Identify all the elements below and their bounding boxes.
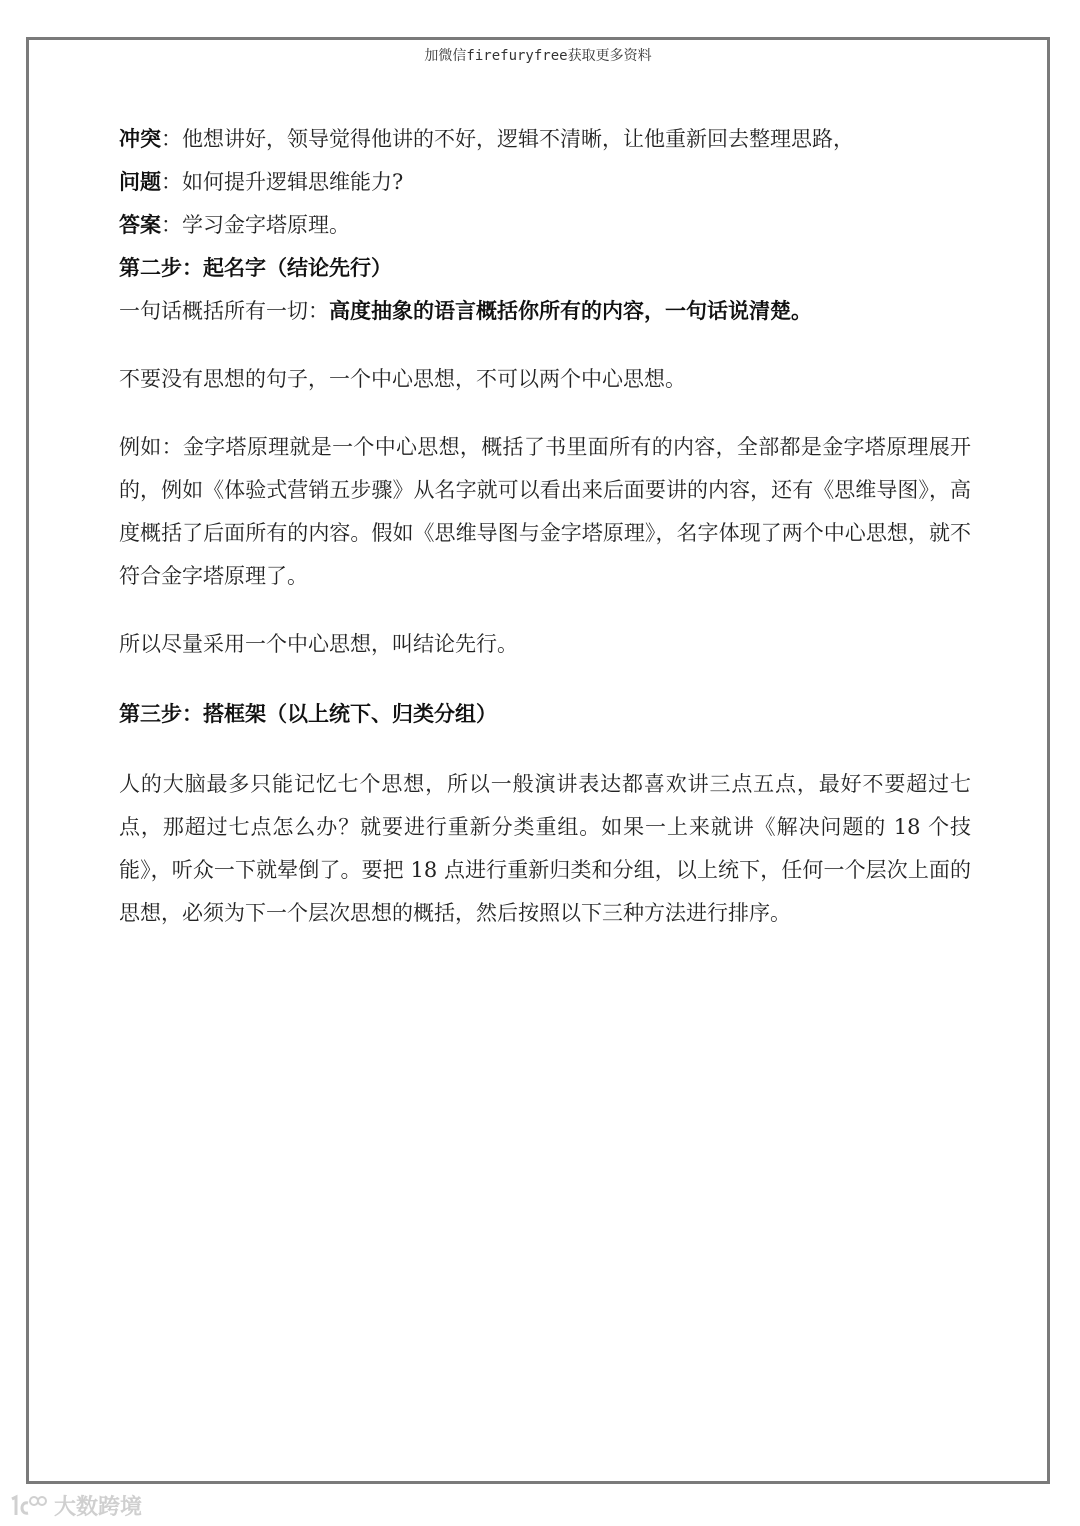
answer-paragraph (119, 204, 971, 247)
conflict-text: ：他想讲好，领导觉得他讲的不好，逻辑不清晰，让他重新回去整理思路， (161, 127, 854, 151)
spacer (119, 401, 971, 426)
answer-text: ：学习金字塔原理。 (161, 213, 350, 237)
spacer (119, 736, 971, 763)
spacer (119, 666, 971, 693)
header-note: 加微信firefuryfree获取更多资料 (424, 48, 652, 64)
step2-summary-bold: 高度抽象的语言概括你所有的内容，一句话说清楚。 (329, 299, 812, 323)
step2-paragraph-1: 不要没有思想的句子，一个中心思想，不可以两个中心思想。 (119, 367, 686, 391)
step2-summary-lead: 一句话概括所有一切： (119, 299, 329, 323)
step2-paragraph-3: 所以尽量采用一个中心思想，叫结论先行。 (119, 632, 518, 656)
question-label: 问题 (119, 170, 161, 194)
step2-paragraph-2: 例如：金字塔原理就是一个中心思想，概括了书里面所有的内容，全部都是金字塔原理展开的，例如《体验式营销五步骤》从名字就可以看出来后面要讲的内容，还有《思维导图》，高度概括了后面所有的内容。假如《思维导图与金字塔原理》，名字体现了两个中心思想，就不符合金字塔原理了。 (119, 435, 971, 588)
step3-paragraph-1: 人的大脑最多只能记忆七个思想，所以一般演讲表达都喜欢讲三点五点，最好不要超过七点，那超过七点怎么办？就要进行重新分类重组。如果一上来就讲《解决问题的 18 个技能》，听众一下就晕倒了。要把 18 点进行重新归类和分组，以上统下，任何一个层次上面的思想，必须为下一个层次思想的概括，然后按照以下三种方法进行排序。 (119, 772, 971, 925)
question-paragraph (119, 161, 971, 204)
step3-heading: 第三步：搭框架（以上统下、归类分组） (119, 702, 497, 726)
page-content (119, 118, 971, 935)
conflict-label: 冲突 (119, 127, 161, 151)
step2-heading: 第二步：起名字（结论先行） (119, 256, 392, 280)
watermark (8, 1490, 142, 1521)
question-text: ：如何提升逻辑思维能力? (161, 170, 404, 194)
1000-logo-icon (8, 1493, 48, 1519)
spacer (119, 598, 971, 623)
document-page (26, 37, 1050, 1484)
watermark-text: 大数跨境 (54, 1495, 143, 1520)
spacer (119, 333, 971, 358)
step2-summary (119, 290, 971, 333)
answer-label: 答案 (119, 213, 161, 237)
conflict-paragraph (119, 118, 971, 161)
